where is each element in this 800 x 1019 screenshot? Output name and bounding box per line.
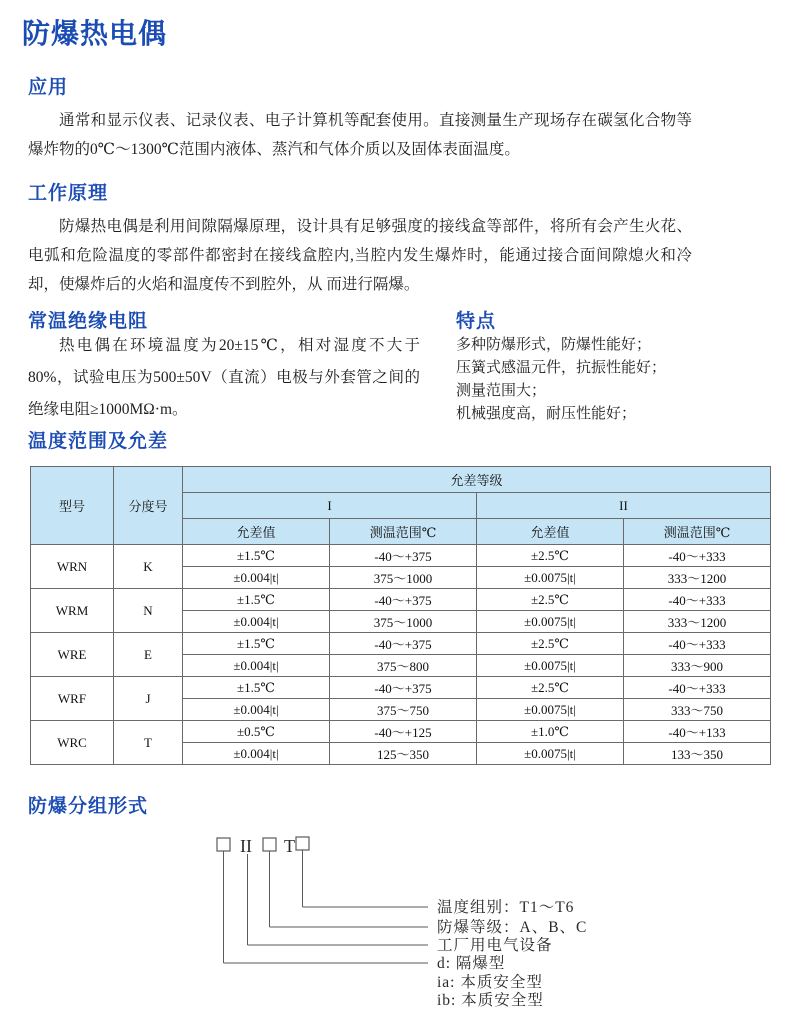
cell: 375～1000 [330,567,477,589]
col-header-tolerance-grade: 允差等级 [183,467,771,493]
cell: -40～+375 [330,545,477,567]
feature-item: 测量范围大； [456,383,547,399]
code-part-factory: II [240,836,252,856]
cell: ±0.004|t| [183,743,330,765]
model-cell: WRM [31,589,114,633]
application-paragraph: 通常和显示仪表、记录仪表、电子计算机等配套使用。直接测量生产现场存在碳氢化合物等爆炸物的0℃～1300℃范围内液体、蒸汽和气体介质以及固体表面温度。 [28,112,692,158]
col-header-tolerance-value: 允差值 [477,519,624,545]
table-row [31,721,771,743]
features-list [456,334,666,426]
cell: -40～+333 [624,677,771,699]
col-header-model: 型号 [31,467,114,545]
diagram-label-temp-group: 温度组别：T1～T6 [437,899,575,916]
cell: -40～+133 [624,721,771,743]
code-part-temp: T [284,836,295,856]
model-cell: WRF [31,677,114,721]
section-heading-principle: 工作原理 [28,183,109,204]
cell: -40～+333 [624,545,771,567]
table-row [31,545,771,567]
table-header-row [31,467,771,493]
cell: ±2.5℃ [477,545,624,567]
feature-item: 压簧式感温元件，抗振性能好； [456,360,667,376]
principle-paragraph: 防爆热电偶是利用间隙隔爆原理，设计具有足够强度的接线盒等部件，将所有会产生火花、电弧和危险温度的零部件都密封在接线盒腔内,当腔内发生爆炸时，能通过接合面间隙熄火和冷却，使爆炸后的火焰和温度传不到腔外，从 而进行隔爆。 [28,218,692,293]
col-header-grade-2: II [477,493,771,519]
col-header-graduation: 分度号 [114,467,183,545]
feature-item: 机械强度高，耐压性能好； [456,406,637,422]
graduation-cell: T [114,721,183,765]
section-heading-insulation: 常温绝缘电阻 [28,311,149,332]
col-header-tolerance-value: 允差值 [183,519,330,545]
cell: -40～+375 [330,677,477,699]
cell: ±0.004|t| [183,611,330,633]
section-heading-range: 温度范围及允差 [28,431,169,452]
model-cell: WRN [31,545,114,589]
diagram-label-d-type: d: 隔爆型 [437,955,506,972]
cell: ±0.0075|t| [477,611,624,633]
cell: ±0.0075|t| [477,655,624,677]
cell: ±0.0075|t| [477,743,624,765]
cell: ±0.0075|t| [477,567,624,589]
model-cell: WRE [31,633,114,677]
cell: ±1.5℃ [183,589,330,611]
cell: 375～1000 [330,611,477,633]
table-row [31,633,771,655]
cell: ±0.004|t| [183,699,330,721]
cell: 375～750 [330,699,477,721]
feature-item: 多种防爆形式，防爆性能好； [456,337,652,353]
cell: ±1.5℃ [183,545,330,567]
diagram-label-ib-type: ib: 本质安全型 [437,992,544,1009]
code-box [296,837,309,850]
cell: ±0.0075|t| [477,699,624,721]
cell: 333～1200 [624,567,771,589]
model-cell: WRC [31,721,114,765]
cell: -40～+375 [330,589,477,611]
cell: -40～+125 [330,721,477,743]
page-title: 防爆热电偶 [22,18,168,49]
diagram-label-ex-grade: 防爆等级：A、B、C [437,919,588,936]
cell: ±0.5℃ [183,721,330,743]
cell: 375～800 [330,655,477,677]
graduation-cell: N [114,589,183,633]
cell: ±0.004|t| [183,655,330,677]
diagram-label-ia-type: ia: 本质安全型 [437,974,543,991]
graduation-cell: J [114,677,183,721]
cell: 125～350 [330,743,477,765]
cell: 333～1200 [624,611,771,633]
cell: ±1.5℃ [183,633,330,655]
cell: -40～+375 [330,633,477,655]
cell: ±2.5℃ [477,589,624,611]
graduation-cell: E [114,633,183,677]
cell: -40～+333 [624,589,771,611]
cell: 333～750 [624,699,771,721]
cell: ±1.0℃ [477,721,624,743]
cell: 333～900 [624,655,771,677]
cell: ±2.5℃ [477,677,624,699]
cell: ±0.004|t| [183,567,330,589]
section-heading-application: 应用 [28,77,69,98]
table-row [31,677,771,699]
explosion-proof-code-diagram [0,830,800,1019]
col-header-temp-range: 测温范围℃ [330,519,477,545]
col-header-temp-range: 测温范围℃ [624,519,771,545]
tolerance-table [30,466,771,765]
code-box [217,838,230,851]
cell: ±2.5℃ [477,633,624,655]
cell: 133～350 [624,743,771,765]
graduation-cell: K [114,545,183,589]
col-header-grade-1: I [183,493,477,519]
diagram-label-factory: 工厂用电气设备 [437,937,553,954]
table-row [31,589,771,611]
insulation-paragraph: 热电偶在环境温度为20±15℃，相对湿度不大于80%，试验电压为500±50V（直流）电极与外套管之间的绝缘电阻≥1000MΩ·m。 [28,337,420,418]
section-heading-grouping: 防爆分组形式 [28,796,149,817]
cell: -40～+333 [624,633,771,655]
cell: ±1.5℃ [183,677,330,699]
section-heading-features: 特点 [456,311,497,332]
code-box [263,838,276,851]
